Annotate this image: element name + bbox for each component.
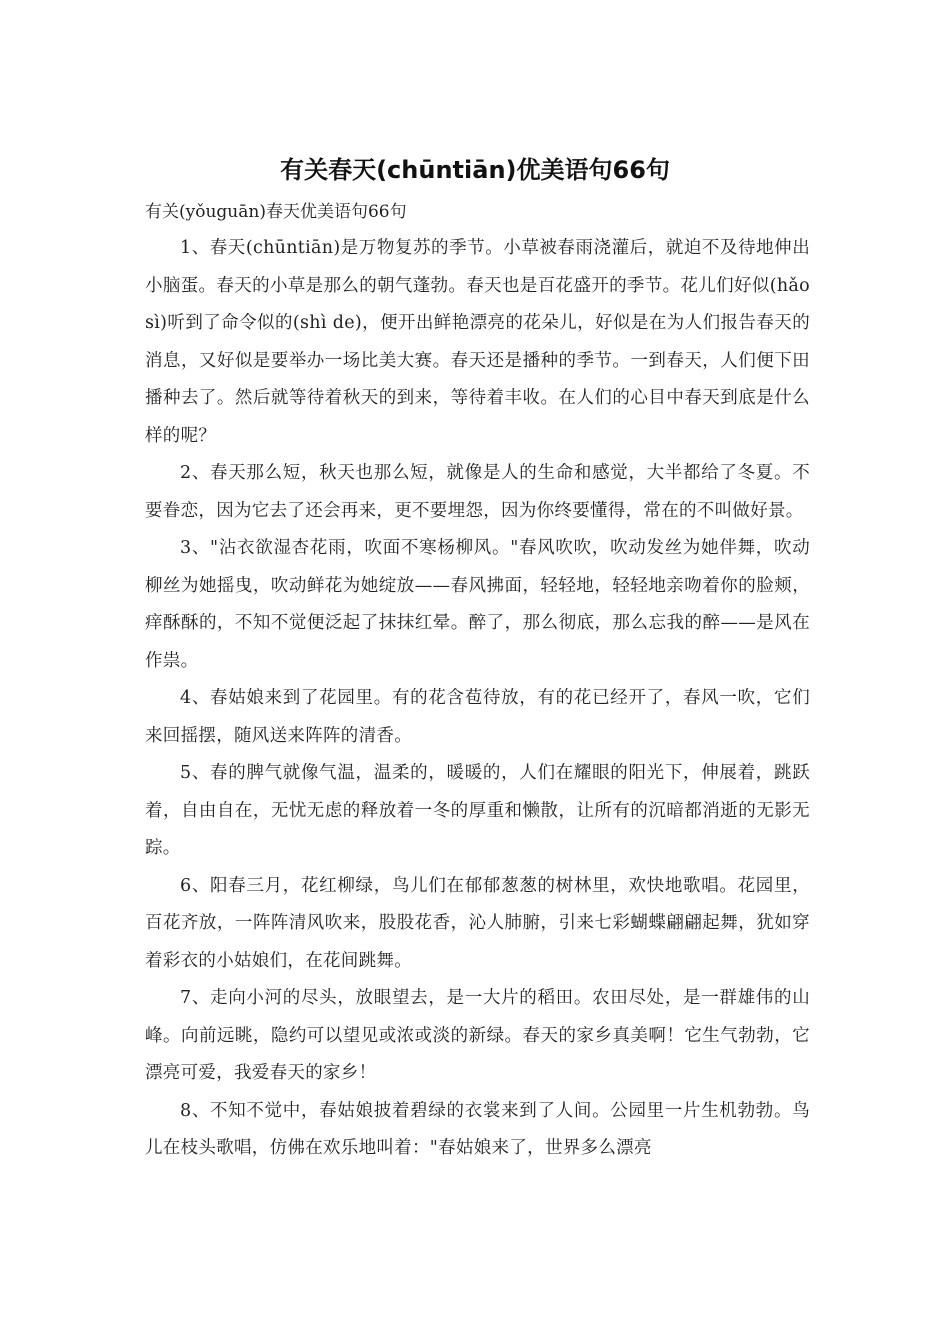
document-body [145, 230, 810, 1168]
paragraph-2: 2、春天那么短，秋天也那么短，就像是人的生命和感觉，大半都给了冬夏。不要眷恋，因为它去了还会再来，更不要埋怨，因为你终要懂得，常在的不叫做好景。 [145, 463, 810, 521]
paragraph-8: 8、不知不觉中，春姑娘披着碧绿的衣裳来到了人间。公园里一片生机勃勃。鸟儿在枝头歌唱，仿佛在欢乐地叫着："春姑娘来了，世界多么漂亮 [145, 1100, 810, 1158]
paragraph-5: 5、春的脾气就像气温，温柔的，暖暖的，人们在耀眼的阳光下，伸展着，跳跃着，自由自在，无忧无虑的释放着一冬的厚重和懒散，让所有的沉暗都消逝的无影无踪。 [145, 763, 810, 858]
paragraph-3: 3、"沾衣欲湿杏花雨，吹面不寒杨柳风。"春风吹吹，吹动发丝为她伴舞，吹动柳丝为她摇曳，吹动鲜花为她绽放——春风拂面，轻轻地，轻轻地亲吻着你的脸颊，痒酥酥的，不知不觉便泛起了抹抹红晕。醉了，那么彻底，那么忘我的醉——是风在作祟。 [145, 538, 810, 671]
document-subtitle: 有关(yǒuguān)春天优美语句66句 [145, 202, 407, 222]
document-title: 有关春天(chūntiān)优美语句66句 [280, 156, 670, 184]
paragraph-7: 7、走向小河的尽头，放眼望去，是一大片的稻田。农田尽处，是一群雄伟的山峰。向前远眺，隐约可以望见或浓或淡的新绿。春天的家乡真美啊！它生气勃勃，它漂亮可爱，我爱春天的家乡！ [145, 988, 810, 1083]
paragraph-4: 4、春姑娘来到了花园里。有的花含苞待放，有的花已经开了，春风一吹，它们来回摇摆，随风送来阵阵的清香。 [145, 688, 810, 746]
paragraph-6: 6、阳春三月，花红柳绿，鸟儿们在郁郁葱葱的树林里，欢快地歌唱。花园里，百花齐放，一阵阵清风吹来，股股花香，沁人肺腑，引来七彩蝴蝶翩翩起舞，犹如穿着彩衣的小姑娘们，在花间跳舞。 [145, 875, 810, 971]
paragraph-1: 1、春天(chūntiān)是万物复苏的季节。小草被春雨浇灌后，就迫不及待地伸出小脑蛋。春天的小草是那么的朝气蓬勃。春天也是百花盛开的季节。花儿们好似(hǎo sì)听到了命令似的(shì de)，便开出鲜艳漂亮的花朵儿，好似是在为人们报告春天的消息，又好似是要举办一场比美大赛。春天还是播种的季节。一到春天，人们便下田播种去了。然后就等待着秋天的到来，等待着丰收。在人们的心目中春天到底是什么样的呢？ [145, 238, 810, 446]
